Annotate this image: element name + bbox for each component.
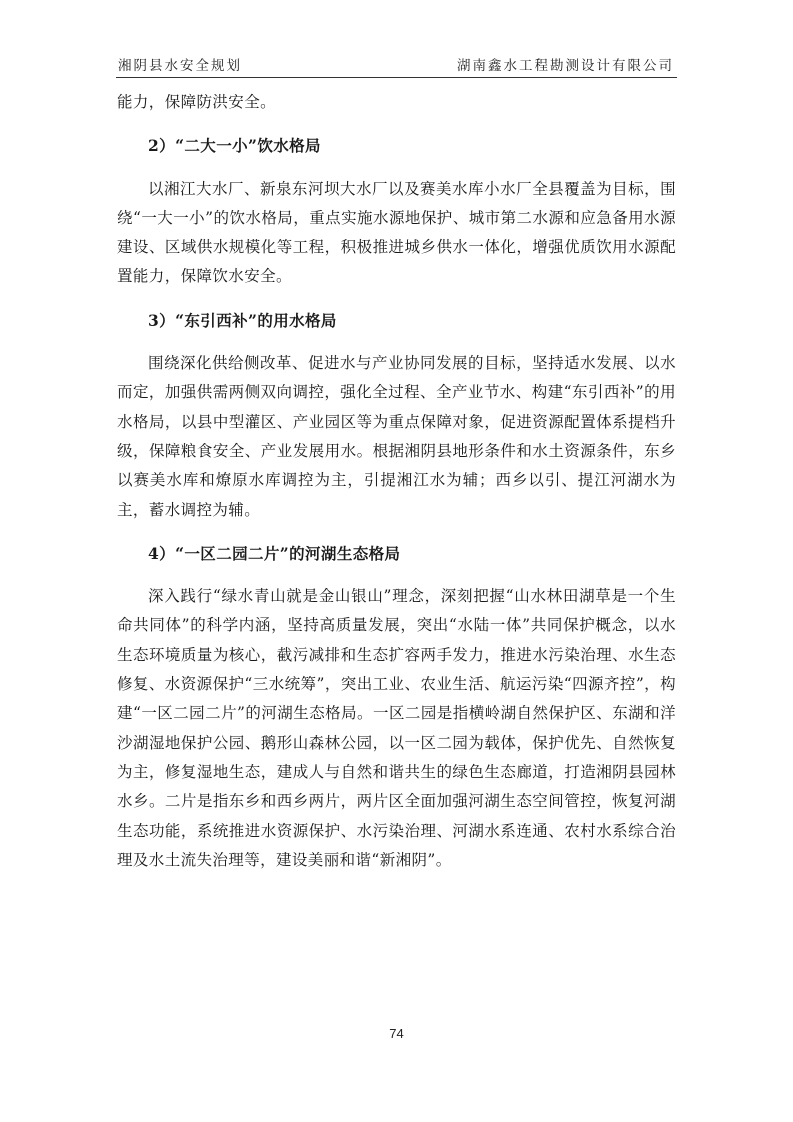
page-number: 74 — [389, 1026, 404, 1041]
paragraph-river-lake-ecology: 深入践行“绿水青山就是金山银山”理念，深刻把握“山水林田湖草是一个生命共同体”的科学内涵，坚持高质量发展，突出“水陆一体”共同保护概念，以水生态环境质量为核心，截污减排和生态扩容两手发力，推进水污染治理、水生态修复、水资源保护“三水统筹”，突出工业、农业生活、航运污染“四源齐控”，构建“一区二园二片”的河湖生态格局。一区二园是指横岭湖自然保护区、东湖和洋沙湖湿地保护公园、鹅形山森林公园，以一区二园为载体，保护优先、自然恢复为主，修复湿地生态，建成人与自然和谐共生的绿色生态廊道，打造湘阴县园林水乡。二片是指东乡和西乡两片，两片区全面加强河湖生态空间管控，恢复河湖生态功能，系统推进水资源保护、水污染治理、河湖水系连通、农村水系综合治理及水土流失治理等，建设美丽和谐“新湘阴”。 — [117, 587, 676, 869]
section-heading-4: 4）“一区二园二片”的河湖生态格局 — [148, 543, 401, 563]
header-rule — [116, 77, 677, 78]
paragraph-continued: 能力，保障防洪安全。 — [117, 93, 277, 111]
paragraph-water-use: 围绕深化供给侧改革、促进水与产业协同发展的目标，坚持适水发展、以水而定，加强供需两侧双向调控，强化全过程、全产业节水、构建“东引西补”的用水格局，以县中型灌区、产业园区等为重点保障对象，促进资源配置体系提档升级，保障粮食安全、产业发展用水。根据湘阴县地形条件和水土资源条件，东乡以赛美水库和燎原水库调控为主，引提湘江水为辅；西乡以引、提江河湖水为主，蓄水调控为辅。 — [117, 354, 676, 519]
document-body — [117, 88, 676, 875]
paragraph-drinking-water: 以湘江大水厂、新泉东河坝大水厂以及赛美水库小水厂全县覆盖为目标，围绕“一大一小”的饮水格局，重点实施水源地保护、城市第二水源和应急备用水源建设、区域供水规模化等工程，积极推进城乡供水一体化，增强优质饮用水源配置能力，保障饮水安全。 — [117, 179, 676, 286]
header-left-title: 湘阴县水安全规划 — [118, 58, 242, 74]
section-heading-2: 2）“二大一小”饮水格局 — [148, 136, 321, 156]
page-header — [118, 50, 674, 74]
header-right-company: 湖南鑫水工程勘测设计有限公司 — [457, 58, 674, 74]
section-heading-3: 3）“东引西补”的用水格局 — [148, 310, 337, 330]
